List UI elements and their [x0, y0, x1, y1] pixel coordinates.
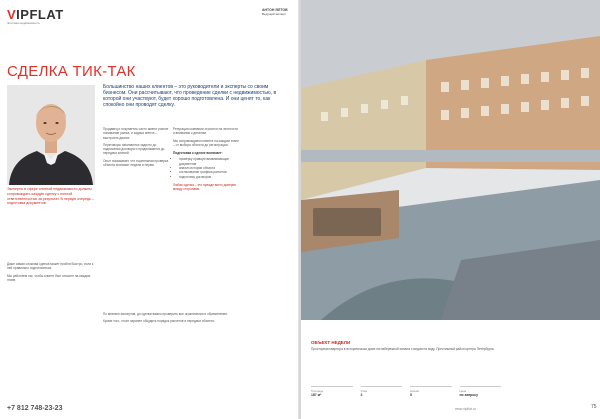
info-text: Просторная квартира в историческом доме на набережной канала с видом на воду. Престижный район центра Петербурга.: [311, 347, 495, 351]
checklist: [173, 157, 240, 178]
column-paragraph: Даже самая сложная сделка может пройти быстро, если к ней правильно подготовиться.: [7, 262, 94, 271]
stat-cell: [311, 386, 353, 397]
stat-cell: [361, 386, 403, 397]
column-paragraph: Мы работаем так, чтобы клиент был спокоен на каждом этапе.: [7, 273, 91, 282]
text-column-bottom: [103, 312, 243, 324]
stat-label: Комнат: [410, 389, 420, 393]
author-role: Ведущий эксперт: [262, 12, 287, 16]
article-headline: СДЕЛКА ТИК-ТАК: [7, 63, 136, 80]
stat-label: Цена: [459, 389, 467, 393]
author-block: [262, 8, 298, 16]
author-photo: [7, 85, 95, 185]
logo-v: V: [7, 7, 17, 22]
left-page: [0, 0, 299, 419]
object-stats: [311, 386, 501, 397]
text-column-2: [173, 127, 240, 192]
text-column-1: [103, 127, 170, 167]
column-paragraph: Мы сопровождаем клиента на каждом этапе – от выбора объекта до регистрации.: [173, 138, 239, 147]
article-lead: Большинство наших клиентов – это руководители и эксперты со своим бизнесом. Они рассчитывают, что проведение сделки с недвижимостью, в которой они участвуют, будет хорошо подготовлена. И они ценят то, как спокойно они проводят сделку.: [103, 84, 277, 108]
stat-value: 3: [360, 393, 363, 397]
page-number: 75: [591, 404, 597, 410]
checklist-heading: Подготовка к сделке включает:: [173, 151, 223, 156]
stat-label: Этаж: [360, 389, 368, 393]
stat-label: Площадь: [311, 389, 324, 393]
pull-quote: Эксперты в сфере элитной недвижимости должны сопровождать каждую сделку с полной ответственностью за результат. В первую очередь – подготовка документов.: [7, 187, 94, 206]
vipflat-logo: [7, 7, 64, 22]
column-paragraph: Продавец и покупатель часто имеют разное понимание рынка, и задача агента – выстроить диалог.: [103, 127, 169, 140]
checklist-item: • согласование графика расчетов: [179, 170, 240, 174]
author-name: АНТОН ЯЛТОВ: [262, 8, 288, 12]
stat-value: 5: [410, 393, 412, 397]
canal-scene-photo: [301, 0, 600, 320]
stat-value: по запросу: [459, 393, 479, 397]
highlighted-note: Любая сделка – это прежде всего доверие между сторонами.: [173, 182, 237, 192]
logo-tagline: Элитная недвижимость: [7, 21, 40, 25]
right-page: [301, 0, 600, 419]
checklist-item: • подготовку договоров: [179, 175, 240, 179]
logo-text: IPFLAT: [16, 7, 64, 22]
column-paragraph: По мнению экспертов, до сделки важно проверить все ограничения и обременения.: [103, 312, 228, 316]
checklist-item: • анализ истории объекта: [179, 166, 240, 170]
stat-value: 187 м²: [311, 393, 322, 397]
footer-website: www.vipflat.ru: [455, 407, 476, 411]
stat-cell: [460, 386, 502, 397]
info-title: ОБЪЕКТ НЕДЕЛИ: [311, 340, 351, 345]
portrait-illustration: [7, 85, 95, 185]
column-paragraph: Опыт показывает, что тщательная проверка объекта экономит недели и нервы.: [103, 158, 169, 168]
column-paragraph: Переговоры начинаются задолго до подписания договора и продолжаются до передачи ключей.: [103, 142, 165, 156]
column-paragraph: Репутация компании строится на честности и внимании к деталям.: [173, 127, 238, 136]
column-paragraph: Кроме того, стоит заранее обсудить порядок расчетов и передачи объекта.: [103, 319, 215, 324]
info-block: [311, 340, 511, 351]
contact-phone: +7 812 748-23-23: [7, 405, 63, 412]
text-column-left: [7, 262, 95, 282]
stat-cell: [410, 386, 452, 397]
checklist-item: • проверку правоустанавливающих документов: [179, 157, 240, 166]
